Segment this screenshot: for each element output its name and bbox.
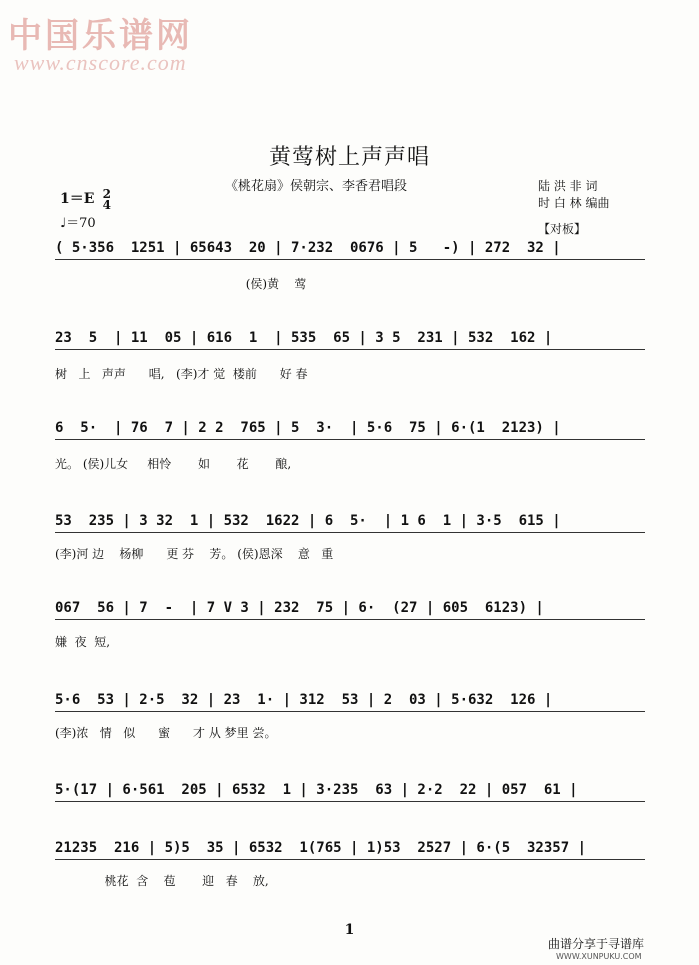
lyrics-line-8: 桃花 含 苞 迎 春 放, [55,874,269,888]
lyrics-line-1: (侯)黄 莺 [55,277,307,291]
lyrics-line-2: 树 上 声声 唱, (李)才 觉 楼前 好 春 [55,367,308,381]
composer: 时 白 林 编曲 [538,196,610,210]
tempo-mark: ♩＝70 [60,216,96,231]
page-number: 1 [344,922,355,938]
time-top: 2 [102,186,111,201]
notation-line-1: ( 5·356 1251 | 65643 20 | 7·232 0676 | 5 -) | 272 32 | [55,240,561,256]
beat-underline [55,259,645,260]
notation-line-5: 067 56 | 7 - | 7 V 3 | 232 75 | 6· (27 | 605 6123) | [55,600,544,616]
notation-line-8: 21235 216 | 5)5 35 | 6532 1(765 | 1)53 2527 | 6·(5 32357 | [55,840,587,856]
lyrics-line-4: (李)河 边 杨柳 更 芬 芳。 (侯)恩深 意 重 [55,547,334,561]
notation-line-3: 6 5· | 76 7 | 2 2 765 | 5 3· | 5·6 75 | 6·(1 2123) | [55,420,561,436]
watermark-logo: 中国乐谱网 [8,16,193,56]
notation-line-6: 5·6 53 | 2·5 32 | 23 1· | 312 53 | 2 03 | 5·632 126 | [55,692,553,708]
score-title: 黄莺树上声声唱 [268,145,430,170]
lyricist: 陆 洪 非 词 [538,179,598,193]
key-signature [60,188,111,211]
lyrics-line-3: 光。 (侯)儿女 相怜 如 花 酿, [55,457,292,471]
key-label: 1＝E [60,191,95,207]
score-subtitle: 《桃花扇》侯朝宗、李香君唱段 [225,179,408,194]
notation-line-7: 5·(17 | 6·561 205 | 6532 1 | 3·235 63 | 2·2 22 | 057 61 | [55,782,578,798]
beat-underline [55,619,645,620]
beat-underline [55,859,645,860]
watermark-url: www.cnscore.com [14,50,187,75]
beat-underline [55,349,645,350]
section-label: 【对板】 [538,222,587,236]
lyrics-line-6: (李)浓 情 似 蜜 才 从 梦里 尝。 [55,726,277,740]
credits [538,178,609,212]
time-signature [102,186,111,212]
time-bottom: 4 [102,197,111,212]
beat-underline [55,439,645,440]
beat-underline [55,801,645,802]
beat-underline [55,711,645,712]
notation-line-2: 23 5 | 11 05 | 616 1 | 535 65 | 3 5 231 | 532 162 | [55,330,553,346]
notation-line-4: 53 235 | 3 32 1 | 532 1622 | 6 5· | 1 6 1 | 3·5 615 | [55,513,561,529]
beat-underline [55,532,645,533]
lyrics-line-5: 嫌 夜 短, [55,635,111,649]
footer-url: WWW.XUNPUKU.COM [556,952,642,961]
footer-credit: 曲谱分享于寻谱库 [548,937,645,951]
